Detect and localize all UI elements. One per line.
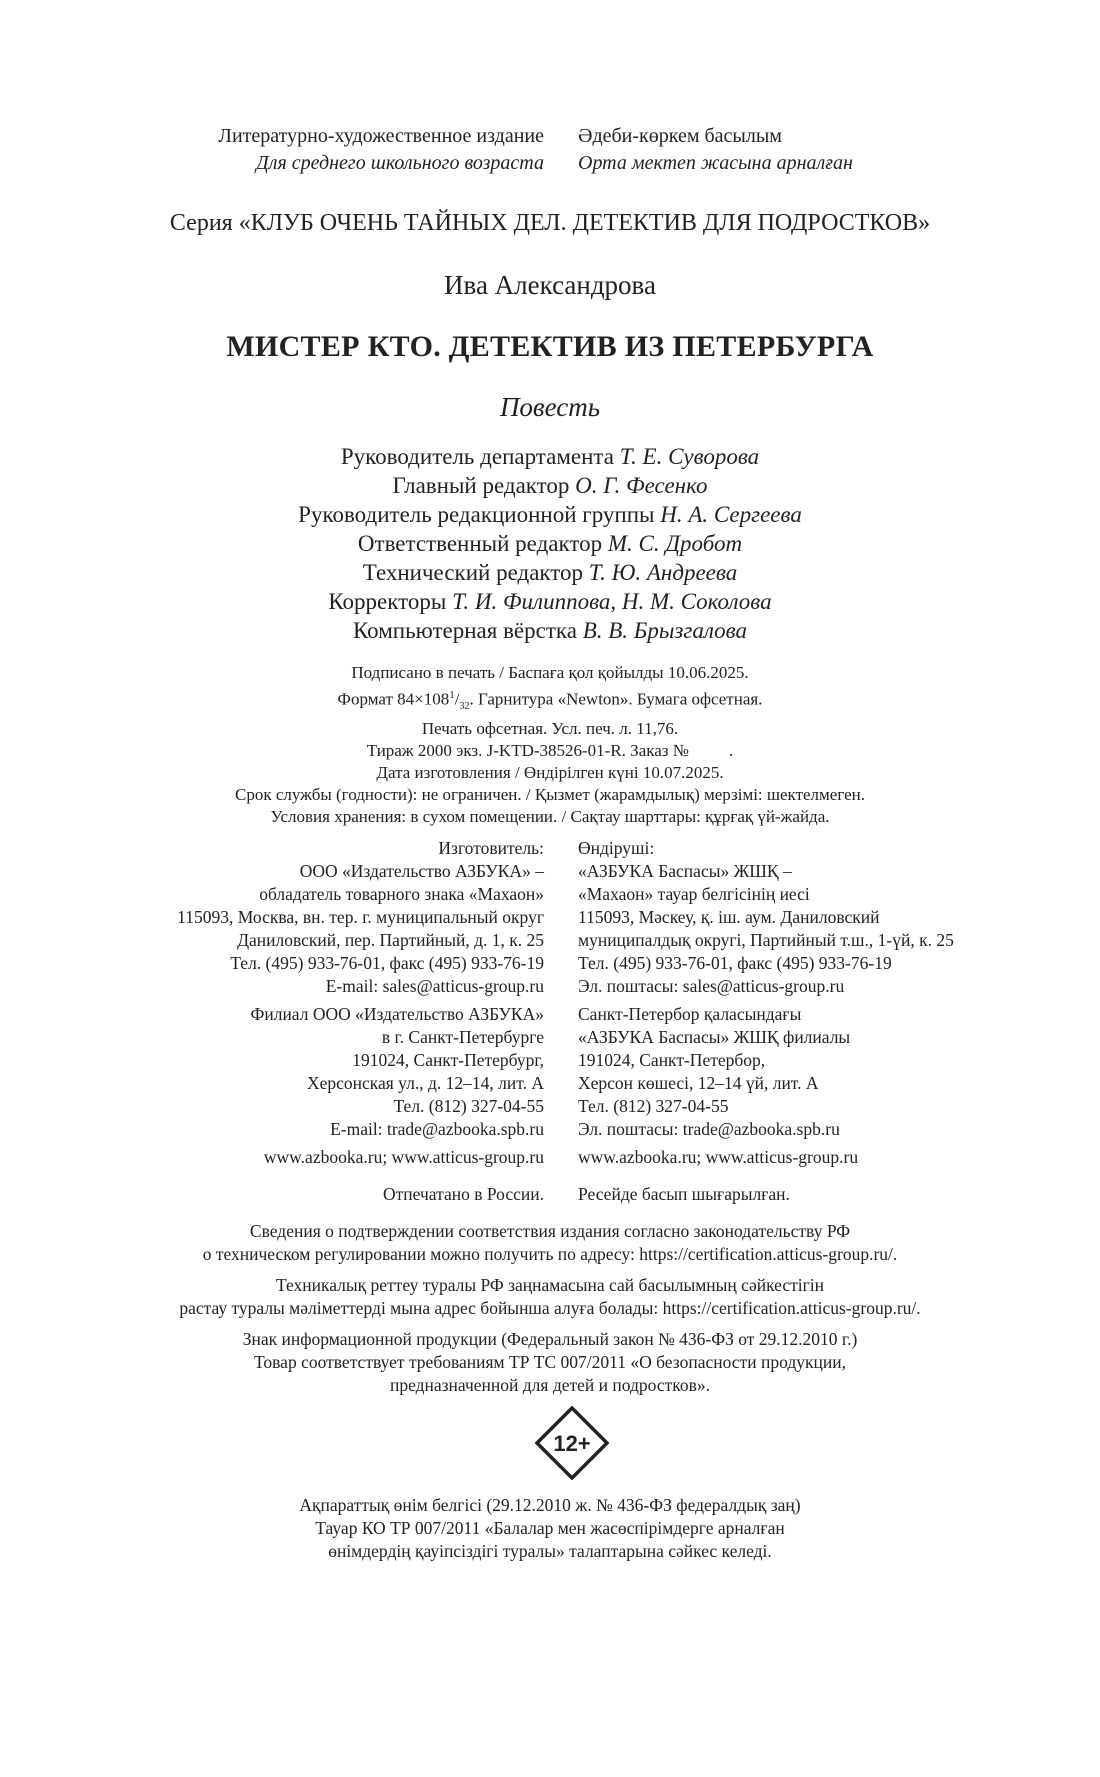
edition-type-kz [561,123,1100,177]
info-sign-kz: Ақпараттық өнім белгісі (29.12.2010 ж. № 436-ФЗ федералдық заң) Тауар КО ТР 007/2011 «Балалар мен жасөспірімдерге арналған өнімдердің қауіпсіздігі туралы» талаптарына сәйкес келеді. [299,1495,801,1561]
branch-block [0,1003,1100,1141]
websites-row [0,1146,1100,1169]
branch-ru: Филиал ООО «Издательство АЗБУКА» в г. Санкт-Петербурге 191024, Санкт-Петербург, Херсонская ул., д. 12–14, лит. А Тел. (812) 327-04-55 E-mail: trade@azbooka.spb.ru [250,1004,544,1139]
storage-conditions: Условия хранения: в сухом помещении. / Сақтау шарттары: құрғақ үй-жайда. [270,807,830,827]
credit-line: Главный редактор О. Г. Фесенко [392,473,708,498]
edition-age-ru: Для среднего школьного возраста [256,152,544,174]
printed-in-kz: Ресейде басып шығарылған. [578,1184,790,1204]
printed-in-row [0,1183,1100,1206]
website-links-kz: www.azbooka.ru; www.atticus-group.ru [578,1147,859,1167]
author-name: Ива Александрова [444,270,656,300]
edition-type-ru [0,123,561,177]
edition-type-kz-line1: Әдеби-көркем басылым [578,125,782,147]
genre-label: Повесть [499,392,601,422]
publisher-kz: Өндіруші: «АЗБУКА Баспасы» ЖШҚ – «Махаон» тауар белгісінің иесі 115093, Мәскеу, қ. іш. аум. Даниловский муниципалдық округі, Партийный т.ш., 1-үй, к. 25 Тел. (495) 933-76-01, факс (495) 933-76-19 Эл. поштасы: sales@atticus-group.ru [578,838,954,996]
credits-list [0,442,1100,645]
imprint-details [0,662,1100,828]
credit-line: Ответственный редактор М. С. Дробот [357,531,743,556]
edition-type-ru-line1: Литературно-художественное издание [218,125,544,147]
diamond-icon [535,1406,609,1480]
publisher-ru: Изготовитель: ООО «Издательство АЗБУКА» – обладатель товарного знака «Махаон» 115093, Москва, вн. тер. г. муниципальный округ Даниловский, пер. Партийный, д. 1, к. 25 Тел. (495) 933-76-01, факс (495) 933-76-19 E-mail: sales@atticus-group.ru [177,838,544,996]
credit-line: Технический редактор Т. Ю. Андреева [362,560,738,585]
series-line: Серия «КЛУБ ОЧЕНЬ ТАЙНЫХ ДЕЛ. ДЕТЕКТИВ ДЛЯ ПОДРОСТКОВ» [169,210,931,236]
book-title: МИСТЕР КТО. ДЕТЕКТИВ ИЗ ПЕТЕРБУРГА [226,330,874,363]
production-date: Дата изготовления / Өндірілген күні 10.07.2025. [376,763,724,783]
publisher-block [0,837,1100,998]
edition-type-block [0,123,1100,177]
website-links-ru: www.azbooka.ru; www.atticus-group.ru [263,1147,544,1167]
credit-line: Руководитель департамента Т. Е. Суворова [340,444,760,469]
run-order: Тираж 2000 экз. J-KTD-38526-01-R. Заказ № . [366,741,734,761]
credit-line: Компьютерная вёрстка В. В. Брызгалова [352,618,748,643]
printed-in-ru: Отпечатано в России. [383,1184,544,1204]
age-rating-badge [535,1406,609,1480]
credit-line: Корректоры Т. И. Филиппова, Н. М. Соколова [328,589,772,614]
branch-kz: Санкт-Петербор қаласындағы «АЗБУКА Баспасы» ЖШҚ филиалы 191024, Санкт-Петербор, Херсон көшесі, 12–14 үй, лит. А Тел. (812) 327-04-55 Эл. поштасы: trade@azbooka.spb.ru [578,1004,851,1139]
print-type: Печать офсетная. Усл. печ. л. 11,76. [421,719,679,739]
certification-ru: Сведения о подтверждении соответствия издания согласно законодательству РФ о техническом регулировании можно получить по адресу: https://certification.atticus-group.ru/. [202,1221,898,1264]
signed-to-print: Подписано в печать / Баспаға қол қойылды 10.06.2025. [351,663,749,682]
service-life: Срок службы (годности): не ограничен. / Қызмет (жарамдылық) мерзімі: шектелмеген. [235,785,865,805]
credit-line: Руководитель редакционной группы Н. А. Сергеева [298,502,802,527]
edition-age-kz: Орта мектеп жасына арналған [578,152,853,174]
age-rating-text: 12+ [553,1431,591,1456]
info-sign-ru: Знак информационной продукции (Федеральный закон № 436-ФЗ от 29.12.2010 г.) Товар соответствует требованиям ТР ТС 007/2011 «О безопасности продукции, предназначенной для детей и подростков». [242,1329,858,1395]
format-line: Формат $84\times 108^1/_{32}$. Гарнитура «Newton». Бумага офсетная. [337,689,763,713]
certification-kz: Техникалық реттеу туралы РФ заңнамасына сай басылымның сәйкестігін растау туралы мәліметтерді мына адрес бойынша алуға болады: https://certification.atticus-group.ru/. [179,1275,921,1318]
